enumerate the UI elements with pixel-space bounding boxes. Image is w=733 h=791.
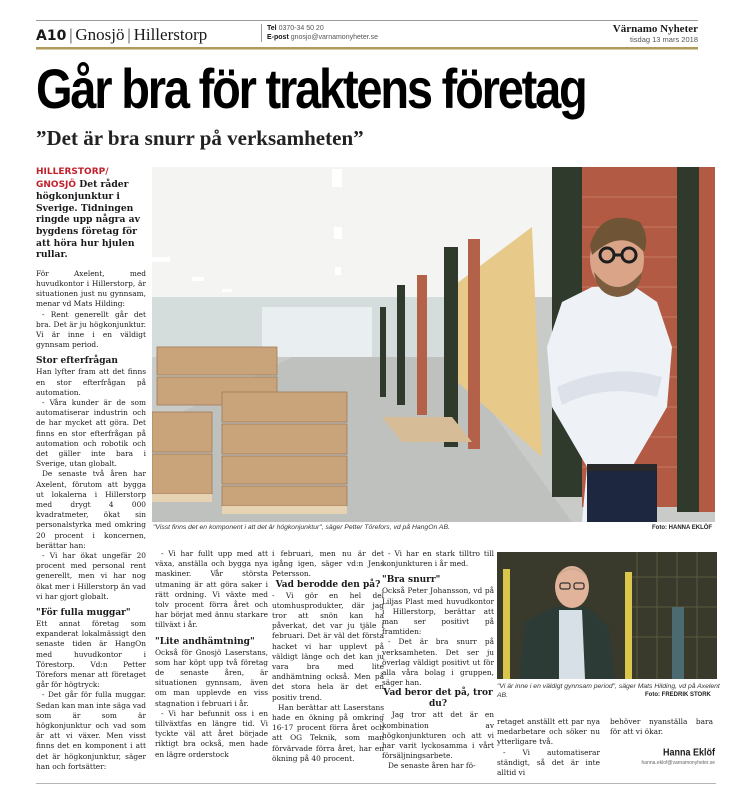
subheadline: ”Det är bra snurr på verksamheten” (36, 126, 364, 150)
main-photo-credit: Foto: HANNA EKLÖF (652, 525, 713, 531)
paper-name: Värnamo Nyheter (612, 23, 698, 35)
section-subheading: "Lite andhämtning" (155, 636, 255, 647)
article-column-3 (272, 549, 384, 764)
kicker-location: HILLERSTORP/ GNOSJÖ (36, 167, 109, 190)
byline-name: Hanna Eklöf (662, 746, 715, 758)
section-subheading: Vad berodde den på? (275, 579, 381, 590)
inset-photo-credit: Foto: FREDRIK STORK (645, 692, 711, 698)
section-subheading: "För fulla muggar" (36, 608, 131, 619)
masthead-rule (36, 47, 698, 50)
page-section-label: A10 | Gnosjö | Hillerstorp (36, 25, 208, 44)
article-column-1 (36, 166, 146, 772)
body-paragraph: De senaste två åren har Axelent, förutom att bygga ut lokalerna i Hillerstorp med drygt 4 000 kvadratmeter, ökat sin personalstyrka med omkring 20 procent i koncernen, berättar han: (36, 469, 146, 550)
masthead (36, 20, 698, 50)
email-label: E-post (267, 34, 289, 41)
body-paragraph: För Axelent, med huvudkontor i Hillerstorp, är situationen just nu gynnsam, menar vd Mats Hilding: (36, 268, 146, 309)
body-paragraph: - Vi gör en hel del utomhusprodukter, där jag tror att snön kan ha påverkat, det var ju tjäle i februari. Det är väl det första hacket vi har upplevt på väldigt länge och det kan ju vara bra med lite andhämtning också. Men på det stora hela är det en positiv trend. (272, 590, 384, 702)
lead-text: Det råder högkonjunktur i Sverige. Tidningen ringde upp några av bygdens företag för att höra hur hjulen rullar. (36, 178, 140, 261)
headline: Går bra för traktens företag (36, 57, 586, 120)
byline (642, 747, 715, 766)
body-paragraph: Han berättar att Laserstans hade en ökning på omkring 16-17 procent förra året och att OG Teknik, som man förvärvade förra året, har en ökning på 40 procent. (272, 702, 384, 763)
section-gnosjo: Gnosjö (75, 25, 125, 44)
email-value[interactable]: gnosjo@varnamonyheter.se (290, 34, 379, 41)
body-paragraph: behöver nyanställa bara för att vi ökar. (610, 717, 713, 737)
body-paragraph: - Jag tror att det är en kombination av högkonjunkturen och att vi har varit lyckosamma i vårt försäljningsarbete. (382, 710, 494, 761)
tel-value: 0370-34 50 20 (278, 25, 324, 32)
body-paragraph: - Vi har befunnit oss i en tillväxtfas en längre tid. Vi tyckte väl att året började riktigt bra också, men hade en lägre orderstock (155, 708, 268, 759)
body-paragraph: Ett annat företag som expanderat lokalmässigt den senaste tiden är HangOn med huvudkontor i Törestorp. Vd:n Petter Törefors menar att företaget går för högtryck: (36, 619, 146, 690)
portrait-photo-illustration (497, 552, 717, 679)
section-hillerstorp: Hillerstorp (133, 25, 208, 44)
article-column-4 (382, 549, 494, 772)
warehouse-photo-illustration (152, 167, 715, 522)
section-subheading: "Bra snurr" (382, 575, 441, 586)
body-paragraph: - Det går för fulla muggar. Sedan kan man inte säga vad som är som är högkonjunktur och vad som är att vi växer. Men visst finns det en komponent i att det är högkonjunktur, säger han och fortsätter: (36, 690, 147, 771)
body-paragraph: retaget anställt ett par nya medarbetare och söker nu ytterligare två. (497, 717, 600, 747)
body-paragraph: - Våra kunder är de som automatiserar industrin och de har mycket att göra. Det finns en stor efterfrågan på automation och robotik och det gäller inte bara i Sverige, utan globalt. (36, 397, 146, 469)
article-column-6 (610, 717, 713, 737)
paper-brand (613, 23, 698, 44)
footer-rule (36, 783, 716, 784)
body-paragraph: - Rent generellt går det bra. Det är ju högkonjunktur. Vi är inne i en väldigt gynnsam period. (36, 309, 146, 350)
contact-info (261, 24, 378, 42)
body-paragraph: - Vi har ökat ungefär 20 procent med personal rent generellt, men vi har nog ökat mer i Hillerstorp än vad vi har gjort globalt. (36, 551, 146, 601)
body-paragraph: - Vi har en stark tilltro till konjunkturen i år med. (382, 549, 494, 569)
body-paragraph: - Vi automatiserar ständigt, så det är inte alltid vi (497, 747, 600, 778)
page-number: A10 (36, 28, 67, 44)
body-paragraph: - Vi har fullt upp med att växa, anställa och bygga nya maskiner. Vår största utmaning är att göra saker i rätt ordning. Vi växte med tolv procent förra året och har börjat med ännu starkare tillväxt i år. (155, 549, 268, 630)
section-subheading: Stor efterfrågan (36, 356, 118, 367)
inset-photo-caption: "Vi är inne i en väldigt gynnsam period", säger Mats Hilding, vd på Axelent AB. (497, 683, 720, 699)
article-column-2 (155, 549, 268, 760)
tel-label: Tel (267, 25, 277, 32)
body-paragraph: i februari, men nu är det igång igen, säger vd:n Jens Petersson. (272, 549, 384, 579)
main-photo-caption: "Visst finns det en komponent i att det är högkonjunktur", säger Petter Törefors, vd på HangOn AB. (153, 524, 450, 531)
body-paragraph: Också för Gnosjö Laserstans, som har köpt upp två företag de senaste åren, är situationen gynnsam, även om man upplevde en viss stagnation i februari i år. (155, 647, 268, 708)
body-paragraph: Också Peter Johansson, vd på Liljas Plast med huvudkontor i Hillerstorp, berättar att man ser positivt på framtiden: (382, 586, 494, 637)
section-subheading: Vad beror det på, tror du? (383, 688, 493, 710)
article-column-5 (497, 717, 600, 778)
main-photo (152, 167, 715, 522)
lead-paragraph (36, 166, 146, 261)
body-paragraph: Han lyfter fram att det finns en stor efterfrågan på automation. (36, 367, 146, 397)
byline-email[interactable]: hanna.eklof@varnamonyheter.se (641, 760, 715, 766)
body-paragraph: De senaste åren har fö- (388, 761, 476, 771)
body-paragraph: - Det är bra snurr på verksamheten. Det ser ju överlag väldigt positivt ut för alla våra bolag i gruppen, säger han. (382, 637, 494, 688)
inset-photo (497, 552, 717, 679)
issue-date: tisdag 13 mars 2018 (630, 35, 698, 44)
